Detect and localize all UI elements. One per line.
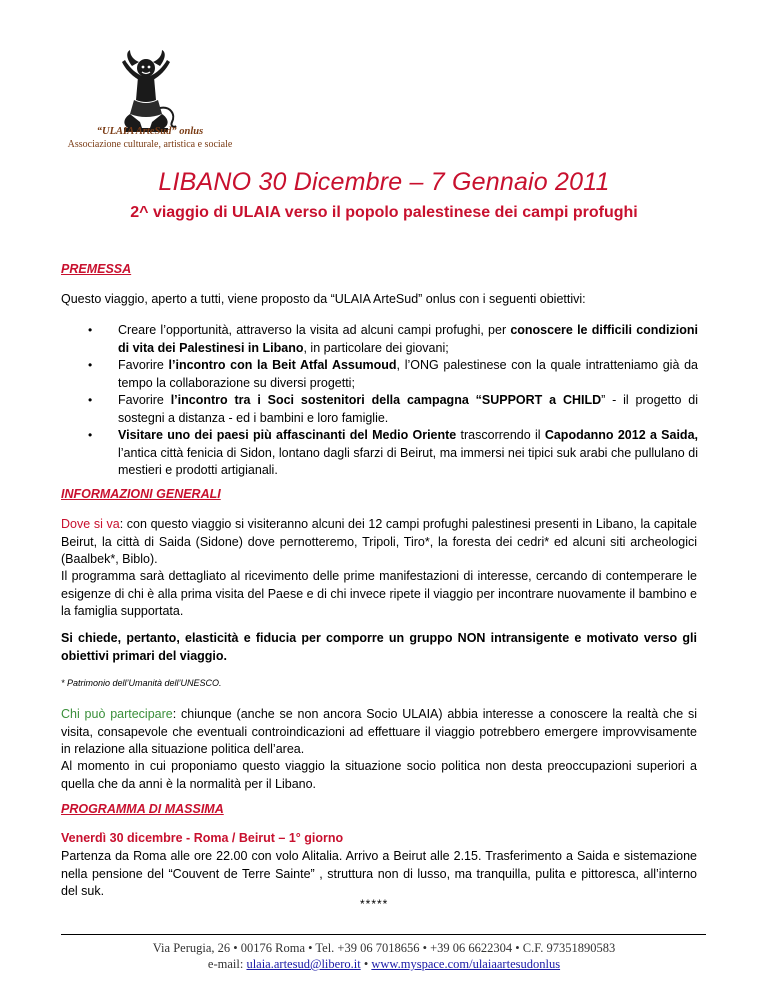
- day1-title: Venerdì 30 dicembre - Roma / Beirut – 1° giorno: [61, 831, 344, 845]
- ulaia-figure-logo: [112, 48, 180, 134]
- section-heading-programma: PROGRAMMA DI MASSIMA: [61, 802, 224, 816]
- momento-paragraph: Al momento in cui proponiamo questo viaggio la situazione socio politica non desta preoccupazioni superiori a quella che da anni è la normalità per il Libano.: [61, 759, 697, 791]
- org-subtitle: Associazione culturale, artistica e sociale: [67, 139, 233, 150]
- dove-paragraph: Dove si va: con questo viaggio si visiteranno alcuni dei 12 campi profughi palestinesi presenti in Libano, la capitale Beirut, la città di Saida (Sidone) dove pernotteremo, Tripoli, Tiro*, la foresta dei cedri* ed alcuni siti archeologici (Baalbek*, Biblo).: [61, 517, 697, 566]
- footer-divider: [61, 934, 706, 935]
- day1-text: Partenza da Roma alle ore 22.00 con volo Alitalia. Arrivo a Beirut alle 2.15. Trasferimento a Saida e sistemazione nella pensione del “Couvent de Terre Sainte” , struttura non di lusso, ma tranquilla, pulita e pittoresca, all’interno del suk.: [61, 849, 697, 898]
- programma-paragraph: Il programma sarà dettagliato al ricevimento delle prime manifestazioni di interesse, cercando di contemperare le esigenze di chi è alla prima visita del Paese e di chi invece ripete il viaggio per incontrare nuovamente il bambino e la famiglia supportata.: [61, 569, 697, 618]
- footer-address: Via Perugia, 26 • 00176 Roma • Tel. +39 06 7018656 • +39 06 6622304 • C.F. 97351890583: [152, 941, 616, 955]
- list-item: • Favorire l’incontro tra i Soci sostenitori della campagna “SUPPORT a CHILD” - il progetto di sostegni a distanza - ed i bambini e loro famiglie.: [118, 392, 698, 427]
- chi-label: Chi può partecipare: [61, 707, 173, 721]
- document-title: LIBANO 30 Dicembre – 7 Gennaio 2011: [158, 168, 610, 196]
- list-item: • Creare l’opportunità, attraverso la visita ad alcuni campi profughi, per conoscere le difficili condizioni di vita dei Palestinesi in Libano, in particolare dei giovani;: [118, 322, 698, 357]
- premessa-intro: Questo viaggio, aperto a tutti, viene proposto da “ULAIA ArteSud” onlus con i seguenti obiettivi:: [61, 292, 586, 306]
- separator-stars: *****: [360, 897, 389, 911]
- unesco-footnote: * Patrimonio dell’Umanità dell’UNESCO.: [61, 678, 222, 688]
- org-name: “ULAIA ArteSud” onlus: [96, 126, 204, 137]
- dove-label: Dove si va: [61, 517, 120, 531]
- email-link[interactable]: ulaia.artesud@libero.it: [246, 957, 361, 971]
- document-subtitle: 2^ viaggio di ULAIA verso il popolo palestinese dei campi profughi: [130, 204, 638, 221]
- objectives-list: [118, 322, 698, 480]
- section-heading-info: INFORMAZIONI GENERALI: [61, 487, 221, 501]
- chi-paragraph: Chi può partecipare: chiunque (anche se non ancora Socio ULAIA) abbia interesse a conoscere la realtà che si visita, consapevole che eventuali controindicazioni ad effettuare il viaggio potrebbero emergere improvvisamente in relazione alla situazione politica dell’area.: [61, 707, 697, 756]
- website-link[interactable]: www.myspace.com/ulaiaartesudonlus: [371, 957, 561, 971]
- list-item: • Visitare uno dei paesi più affascinanti del Medio Oriente trascorrendo il Capodanno 2012 a Saida, l’antica città fenicia di Sidon, lontano dagli sfarzi di Beirut, ma immersi nei tipici suk arabi che pullulano di mestieri e prodotti artigianali.: [118, 427, 698, 480]
- list-item: • Favorire l’incontro con la Beit Atfal Assumoud, l’ONG palestinese con la quale intratteniamo già da tempo la collaborazione su diversi progetti;: [118, 357, 698, 392]
- footer-contacts: e-mail: ulaia.artesud@libero.it • www.myspace.com/ulaiaartesudonlus: [207, 957, 561, 971]
- section-heading-premessa: PREMESSA: [61, 262, 132, 276]
- elasticity-note: Si chiede, pertanto, elasticità e fiducia per comporre un gruppo NON intransigente e motivato verso gli obiettivi primari del viaggio.: [61, 631, 697, 663]
